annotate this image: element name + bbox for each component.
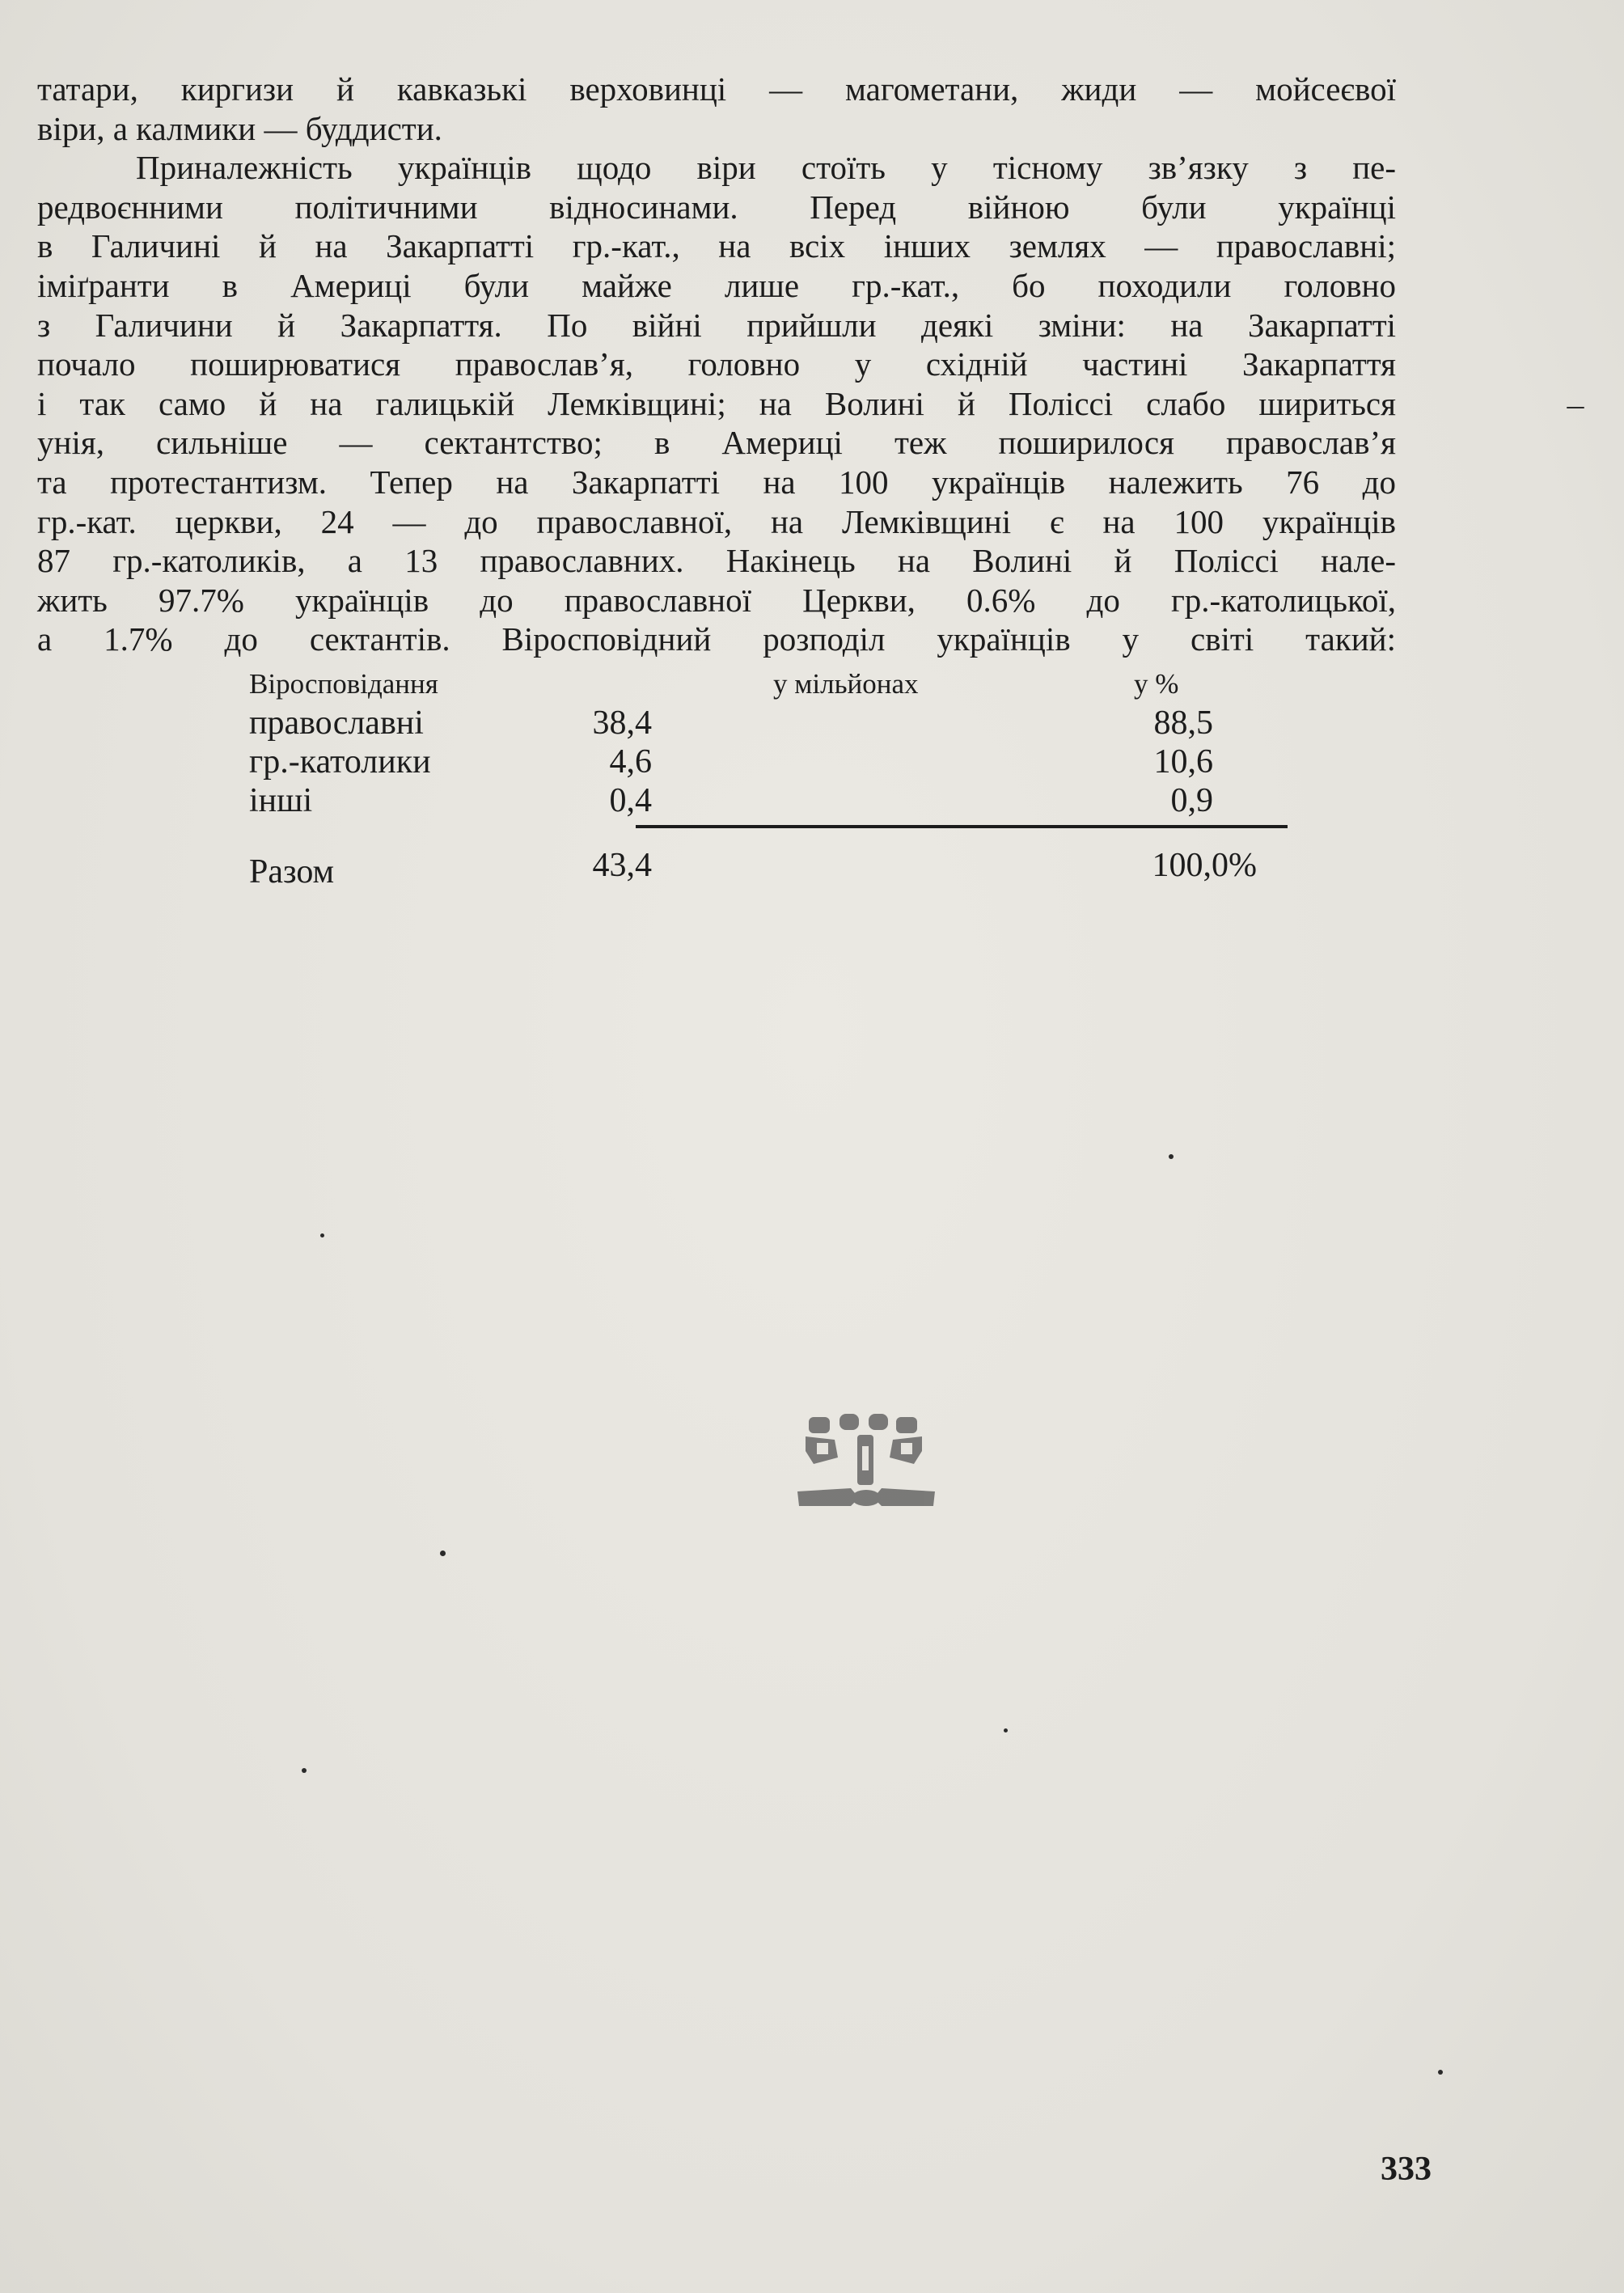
text-line: почало поширюватися православ’я, головно у східній частині Закарпаття [37, 345, 1396, 383]
table-header-millions: у мільйонах [773, 668, 919, 700]
print-speck [440, 1551, 446, 1556]
page-number: 333 [1381, 2151, 1432, 2188]
table-row-label: інші [249, 782, 313, 819]
text-line: Приналежність українців щодо віри стоїть у тісному зв’язку з пе- [136, 149, 1396, 187]
text-line: жить 97.7% українців до православної Церкви, 0.6% до гр.-католицької, [37, 581, 1396, 619]
table-header-denomination: Віросповідання [249, 668, 438, 700]
text-line: 87 гр.-католиків, а 13 православних. Накінець на Волині й Поліссі нале- [37, 542, 1396, 580]
text-line: і так само й на галицькій Лемківщині; на Волині й Поліссі слабо шириться [37, 384, 1396, 422]
table-cell-millions: 38,4 [592, 704, 652, 742]
table-cell-millions: 0,4 [609, 782, 652, 819]
decorative-vignette-icon [778, 1411, 954, 1521]
print-speck [302, 1768, 307, 1773]
text-line: з Галичини й Закарпаття. По війні прийшли деякі зміни: на Закарпатті [37, 306, 1396, 344]
text-line: татари, киргизи й кавказькі верховинці — магометани, жиди — мойсеєвої [37, 70, 1396, 108]
table-cell-percent: 88,5 [1153, 704, 1213, 742]
text-line: гр.-кат. церкви, 24 — до православної, на Лемківщині є на 100 українців [37, 502, 1396, 540]
text-line: а 1.7% до сектантів. Віросповідний розподіл українців у світі такий: [37, 620, 1396, 658]
table-total-millions: 43,4 [592, 847, 652, 884]
print-speck [1567, 407, 1584, 408]
table-total-percent: 100,0% [1152, 847, 1257, 884]
table-cell-percent: 10,6 [1153, 743, 1213, 781]
total-rule [636, 825, 1288, 828]
table-row-label: гр.-католики [249, 743, 431, 781]
print-speck [1004, 1728, 1008, 1732]
text-line: унія, сильніше — сектантство; в Америці теж поширилося православ’я [37, 424, 1396, 462]
print-speck [1438, 2070, 1443, 2075]
table-cell-percent: 0,9 [1170, 782, 1213, 819]
text-line: віри, а калмики — буддисти. [37, 109, 442, 147]
table-total-label: Разом [249, 853, 335, 891]
body-text [37, 70, 1396, 659]
denomination-table [249, 668, 1289, 911]
print-speck [320, 1233, 324, 1237]
table-header-percent: у % [1134, 668, 1179, 700]
text-line: в Галичині й на Закарпатті гр.-кат., на всіх інших землях — православні; [37, 227, 1396, 265]
print-speck [1169, 1154, 1174, 1159]
table-cell-millions: 4,6 [609, 743, 652, 781]
text-line: та протестантизм. Тепер на Закарпатті на 100 українців належить 76 до [37, 463, 1396, 501]
text-line: іміґранти в Америці були майже лише гр.-кат., бо походили головно [37, 266, 1396, 304]
text-line: редвоєнними політичними відносинами. Перед війною були українці [37, 188, 1396, 226]
table-row-label: православні [249, 704, 424, 742]
